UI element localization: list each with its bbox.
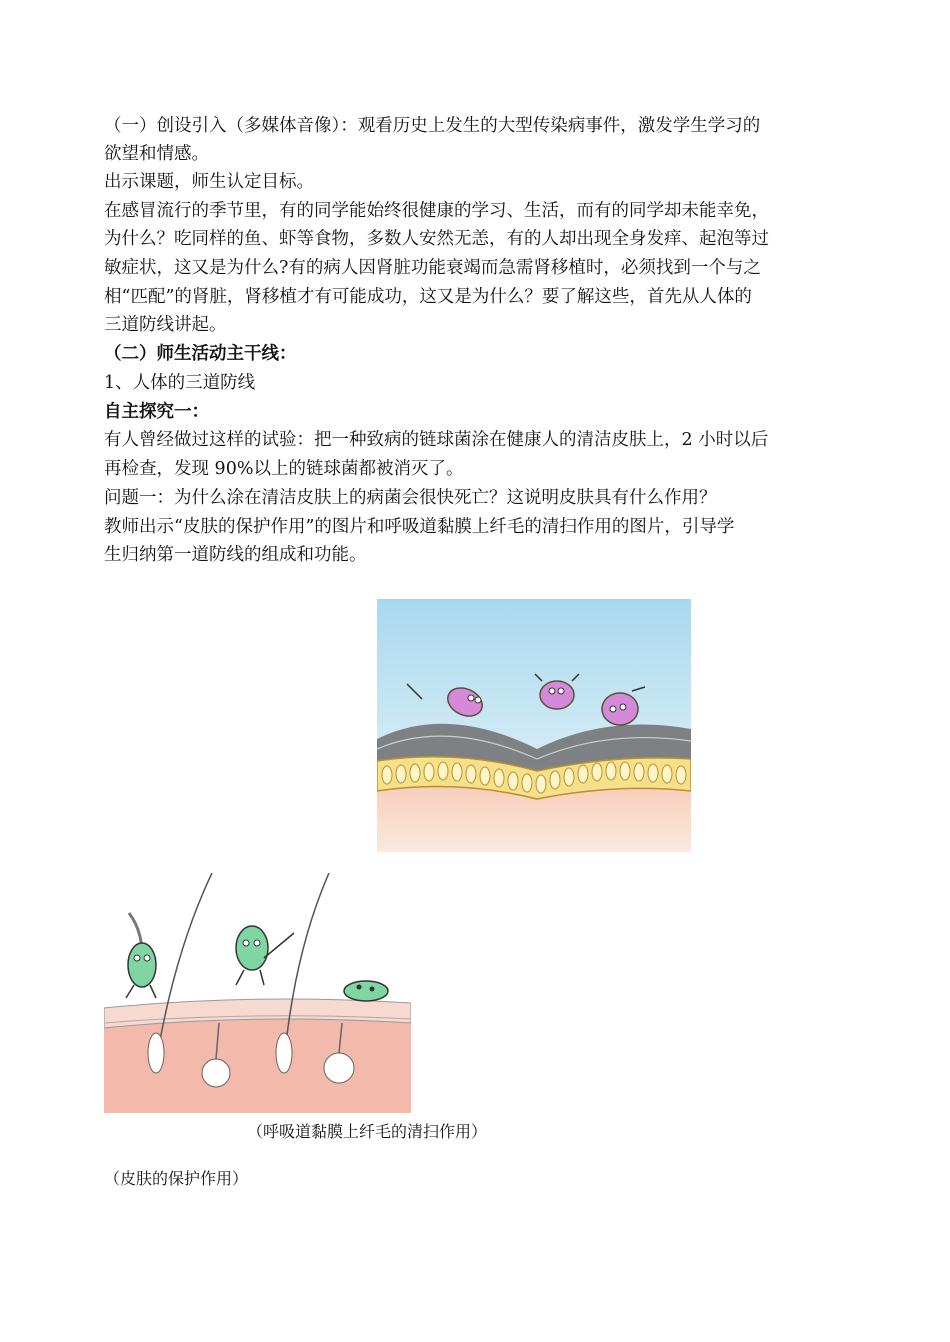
- topic-paragraph: 出示课题，师生认定目标。: [104, 172, 314, 192]
- question-paragraph-line4: 相“匹配”的肾脏，肾移植才有可能成功，这又是为什么？要了解这些，首先从人体的: [104, 287, 752, 307]
- teacher-paragraph-line2: 生归纳第一道防线的组成和功能。: [104, 545, 367, 565]
- experiment-paragraph-line2: 再检查，发现 90%以上的链球菌都被消灭了。: [104, 459, 464, 479]
- cilia-figure-caption: （呼吸道黏膜上纤毛的清扫作用）: [247, 1122, 488, 1141]
- question-one: 问题一：为什么涂在清洁皮肤上的病菌会很快死亡？这说明皮肤具有什么作用？: [104, 488, 717, 508]
- intro-paragraph-line2: 欲望和情感。: [104, 144, 209, 164]
- experiment-paragraph-line1: 有人曾经做过这样的试验：把一种致病的链球菌涂在健康人的清洁皮肤上，2 小时以后: [104, 430, 769, 450]
- question-paragraph-line2: 为什么？吃同样的鱼、虾等食物，多数人安然无恙，有的人却出现全身发痒、起泡等过: [104, 229, 769, 249]
- intro-paragraph-line1: （一）创设引入（多媒体音像）：观看历史上发生的大型传染病事件，激发学生学习的: [104, 116, 761, 136]
- inquiry-heading: 自主探究一：: [104, 402, 209, 422]
- question-paragraph-line5: 三道防线讲起。: [104, 315, 227, 335]
- question-paragraph-line3: 敏症状，这又是为什么?有的病人因肾脏功能衰竭而急需肾移植时，必须找到一个与之: [104, 258, 761, 278]
- list-item-three-defenses: 1、人体的三道防线: [104, 373, 256, 393]
- question-paragraph-line1: 在感冒流行的季节里，有的同学能始终很健康的学习、生活，而有的同学却未能幸免，: [104, 201, 769, 221]
- cilia-sweeping-illustration: [377, 599, 691, 852]
- defeated-germs: [344, 981, 388, 1001]
- teacher-paragraph-line1: 教师出示“皮肤的保护作用”的图片和呼吸道黏膜上纤毛的清扫作用的图片，引导学: [104, 517, 735, 537]
- skin-figure-caption: （皮肤的保护作用）: [104, 1169, 249, 1188]
- section-heading: （二）师生活动主干线：: [104, 344, 297, 364]
- skin-protection-illustration: [104, 873, 411, 1113]
